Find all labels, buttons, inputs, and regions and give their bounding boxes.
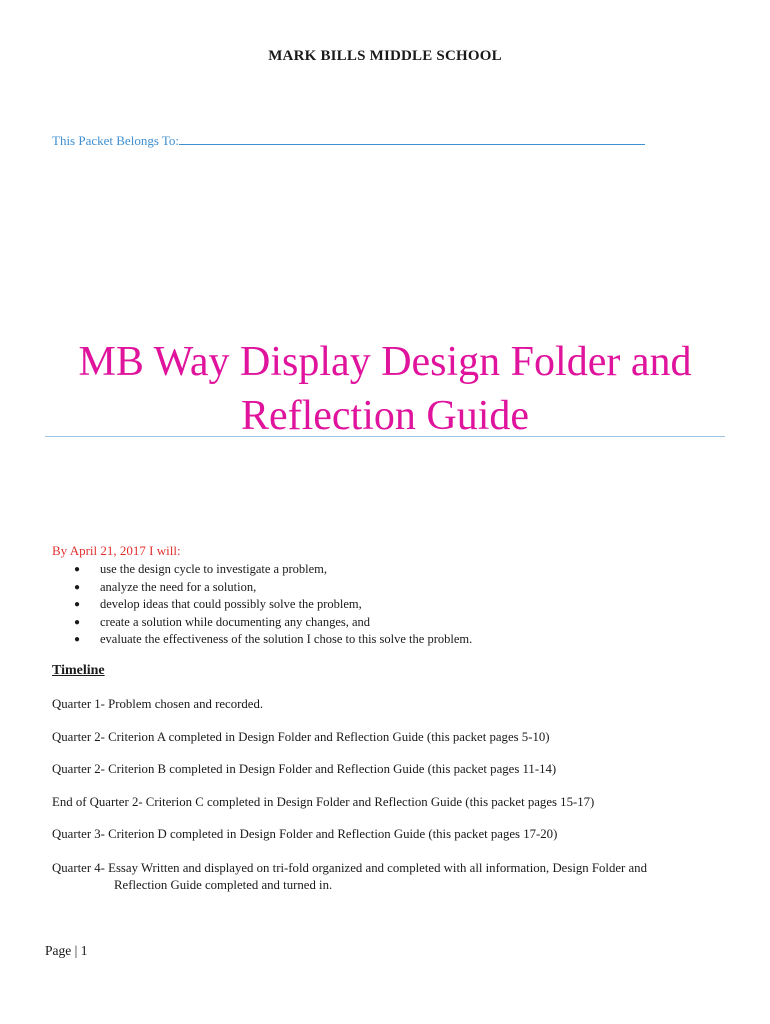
list-item: ● evaluate the effectiveness of the solution I chose to this solve the problem. [74,631,472,649]
list-item: ● use the design cycle to investigate a problem, [74,561,472,579]
title-line-2: Reflection Guide [240,393,530,439]
bullet-icon: ● [74,564,81,575]
title-line-1: MB Way Display Design Folder and [78,339,692,385]
title-divider [45,436,725,437]
timeline-entry: End of Quarter 2- Criterion C completed in Design Folder and Reflection Guide (this packet pages 15-17) [52,795,595,809]
timeline-entry-last-line-1: Quarter 4- Essay Written and displayed on tri-fold organized and completed with all information, Design Folder and [52,861,647,875]
goals-list [74,561,472,649]
timeline-entry-last [52,860,707,894]
goals-intro: By April 21, 2017 I will: [52,543,181,558]
timeline-entry: Quarter 1- Problem chosen and recorded. [52,697,264,711]
bullet-icon: ● [74,634,81,645]
document-title [30,335,740,443]
timeline-entry: Quarter 2- Criterion A completed in Design Folder and Reflection Guide (this packet pages 5-10) [52,730,550,744]
owner-label: This Packet Belongs To: [52,133,180,148]
list-item: ● analyze the need for a solution, [74,579,472,597]
bullet-icon: ● [74,599,81,610]
timeline-entry-last-line-2: Reflection Guide completed and turned in. [114,878,333,892]
list-item: ● develop ideas that could possibly solve the problem, [74,596,472,614]
timeline-entry: Quarter 2- Criterion B completed in Design Folder and Reflection Guide (this packet pages 11-14) [52,762,557,776]
list-item: ● create a solution while documenting any changes, and [74,614,472,632]
bullet-icon: ● [74,581,81,593]
owner-line [52,133,645,149]
school-name: MARK BILLS MIDDLE SCHOOL [268,48,502,64]
page-number: Page | 1 [45,943,88,958]
bullet-icon: ● [74,616,81,628]
timeline-entry: Quarter 3- Criterion D completed in Design Folder and Reflection Guide (this packet pages 17-20) [52,827,558,841]
timeline-heading: Timeline [52,663,105,678]
owner-blank-line [179,133,645,145]
